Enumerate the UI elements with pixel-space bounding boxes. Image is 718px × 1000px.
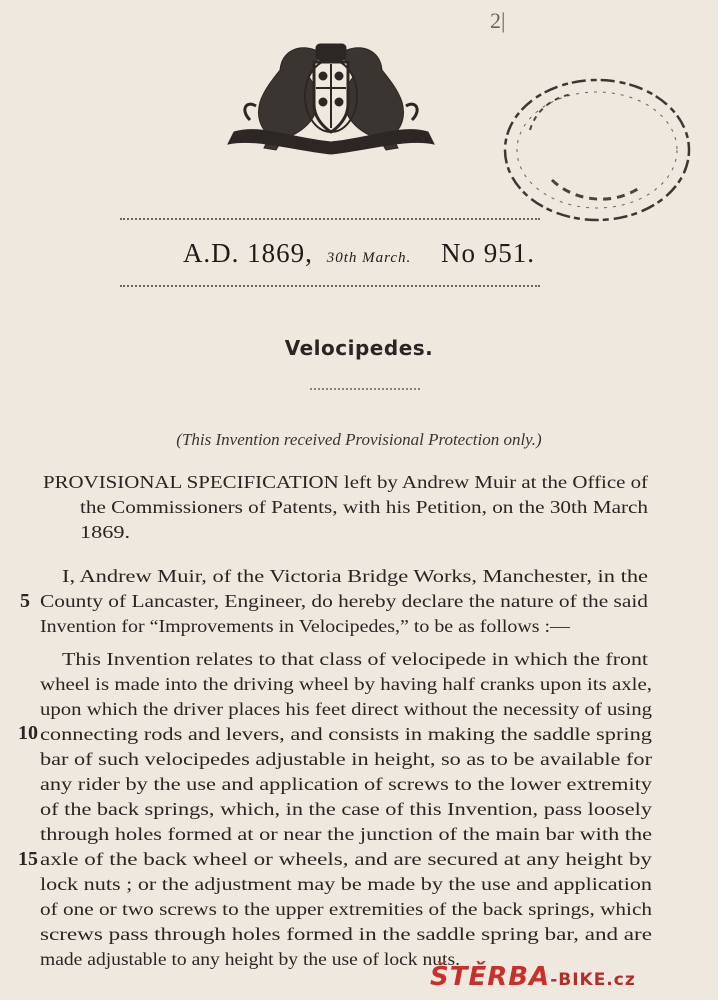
line-number: 15 <box>18 848 38 870</box>
text-line: the Commissioners of Patents, with his Petition, on the 30th March <box>80 497 648 517</box>
text-line: of the back springs, which, in the case of this Invention, pass loosely <box>40 799 652 819</box>
patent-date: 30th March. <box>326 250 412 266</box>
patent-year: A.D. 1869, <box>182 238 313 268</box>
text-line: bar of such velocipedes adjustable in height, so as to be available for <box>40 749 652 769</box>
text-line: lock nuts ; or the adjustment may be made by the use and application <box>40 874 652 894</box>
text-line: PROVISIONAL SPECIFICATION left by Andrew Muir at the Office of <box>43 472 648 492</box>
text-line: of one or two screws to the upper extremities of the back springs, which <box>40 899 652 919</box>
corner-annotation: 2| <box>490 8 506 33</box>
text-line: County of Lancaster, Engineer, do hereby declare the nature of the said <box>40 591 648 611</box>
text-line: I, Andrew Muir, of the Victoria Bridge Works, Manchester, in the <box>62 566 648 586</box>
title-divider <box>310 388 420 390</box>
patent-number: No 951. <box>441 238 536 268</box>
watermark <box>430 962 636 992</box>
heading-divider <box>120 285 540 287</box>
text-line: upon which the driver places his feet direct without the necessity of using <box>40 699 652 719</box>
document-title: Velocipedes. <box>284 336 434 360</box>
royal-coat-of-arms <box>220 40 442 158</box>
office-stamp <box>492 60 712 240</box>
text-line: Invention for “Improvements in Velocipedes,” to be as follows :— <box>40 616 570 636</box>
text-line: through holes formed at or near the junction of the main bar with the <box>40 824 652 844</box>
text-line: This Invention relates to that class of velocipede in which the front <box>62 649 648 669</box>
patent-heading <box>0 238 718 269</box>
watermark-brand: ŠTĚRBA <box>430 962 551 992</box>
text-line: 1869. <box>80 522 130 542</box>
text-line: connecting rods and levers, and consists in making the saddle spring <box>40 724 652 744</box>
text-line: axle of the back wheel or wheels, and are secured at any height by <box>40 849 652 869</box>
watermark-suffix: -BIKE.cz <box>550 970 636 990</box>
line-number: 5 <box>20 590 30 612</box>
top-divider <box>120 218 540 220</box>
protection-note: (This Invention received Provisional Protection only.) <box>176 430 542 449</box>
line-number: 10 <box>18 722 38 744</box>
text-line: wheel is made into the driving wheel by having half cranks upon its axle, <box>40 674 652 694</box>
text-line: made adjustable to any height by the use of lock nuts. <box>40 949 460 969</box>
text-line: any rider by the use and application of screws to the lower extremity <box>40 774 652 794</box>
text-line: screws pass through holes formed in the saddle spring bar, and are <box>40 924 652 944</box>
